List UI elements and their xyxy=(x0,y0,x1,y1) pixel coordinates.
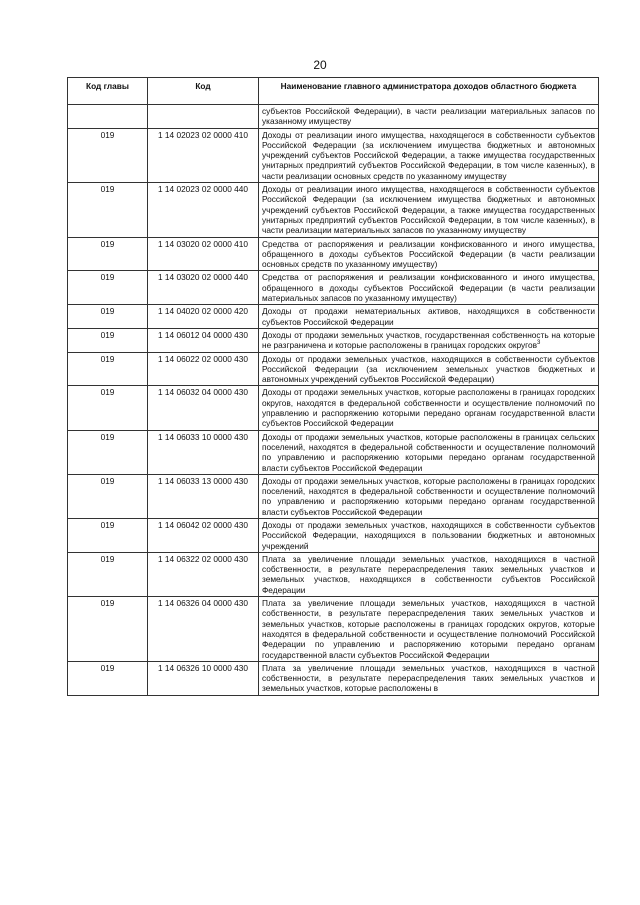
footnote-marker: 3 xyxy=(537,340,541,347)
table-row xyxy=(68,386,599,430)
code-cell: 1 14 06012 04 0000 430 xyxy=(148,328,259,352)
name-text: Плата за увеличение площади земельных участков, находящихся в частной собственности, в результате перераспределения таких земельных участков и земельных участков, которые расположены в xyxy=(262,662,595,694)
continuation-glava-cell xyxy=(68,105,148,129)
code-cell: 1 14 06042 02 0000 430 xyxy=(148,518,259,552)
name-cell xyxy=(259,474,599,518)
code-cell: 1 14 06326 04 0000 430 xyxy=(148,597,259,662)
name-cell xyxy=(259,128,599,182)
table-row xyxy=(68,661,599,695)
table-row xyxy=(68,271,599,305)
code-cell: 1 14 02023 02 0000 410 xyxy=(148,128,259,182)
code-glavy-cell: 019 xyxy=(68,237,148,271)
table-row xyxy=(68,474,599,518)
table-row xyxy=(68,305,599,329)
name-text: Плата за увеличение площади земельных участков, находящихся в частной собственности, в результате перераспределения таких земельных участков и земельных участков, которые расположены в границах городских округов, которые находятся в федеральной собственности и осуществление полномочий Российской Федерации по управлению и распоряжению которыми передано органам государственной власти субъектов Российской Федерации xyxy=(262,598,595,660)
table-row xyxy=(68,518,599,552)
code-glavy-cell: 019 xyxy=(68,661,148,695)
name-cell xyxy=(259,597,599,662)
name-text: Доходы от реализации иного имущества, находящегося в собственности субъектов Российской Федерации (за исключением имущества бюджетных и автономных учреждений субъектов Российской Федерации, а также имущества государственных унитарных предприятий субъектов Российской Федерации, в том числе казенных), в части реализации материальных запасов по указанному имуществу xyxy=(262,184,595,236)
table-row xyxy=(68,552,599,596)
name-text: Средства от распоряжения и реализации конфискованного и иного имущества, обращенного в доходы субъектов Российской Федерации (в части реализации материальных запасов по указанному имуществу) xyxy=(262,272,595,304)
header-code: Код xyxy=(148,78,259,105)
code-glavy-cell: 019 xyxy=(68,183,148,237)
name-text: Плата за увеличение площади земельных участков, находящихся в частной собственности, в результате перераспределения таких земельных участков и земельных участков, находящихся в собственности субъектов Российской Федерации xyxy=(262,553,595,595)
name-text: Доходы от продажи земельных участков, государственная собственность на которые не разграничена и которые расположены в границах городских округов xyxy=(262,329,595,351)
table-header-row xyxy=(68,78,599,105)
name-text: Средства от распоряжения и реализации конфискованного и иного имущества, обращенного в доходы субъектов Российской Федерации (в части реализации основных средств по указанному имуществу) xyxy=(262,238,595,270)
code-cell: 1 14 06326 10 0000 430 xyxy=(148,661,259,695)
code-glavy-cell: 019 xyxy=(68,430,148,474)
revenue-administrators-table xyxy=(67,77,599,696)
name-text: Доходы от продажи земельных участков, которые расположены в границах городских округов, находятся в федеральной собственности и осуществление полномочий по управлению и распоряжению которыми передано органам государственной власти субъектов Российской Федерации xyxy=(262,387,595,429)
code-cell: 1 14 06322 02 0000 430 xyxy=(148,552,259,596)
continuation-name-cell: субъектов Российской Федерации), в части реализации материальных запасов по указанному имуществу xyxy=(259,105,599,129)
code-glavy-cell: 019 xyxy=(68,305,148,329)
code-cell: 1 14 02023 02 0000 440 xyxy=(148,183,259,237)
name-text: Доходы от продажи земельных участков, находящихся в собственности субъектов Российской Федерации (за исключением земельных участков бюджетных и автономных учреждений субъектов Российской Федерации) xyxy=(262,353,595,385)
code-cell: 1 14 06033 13 0000 430 xyxy=(148,474,259,518)
code-glavy-cell: 019 xyxy=(68,271,148,305)
table-row xyxy=(68,183,599,237)
name-text: Доходы от продажи земельных участков, которые расположены в границах сельских поселений, находятся в федеральной собственности и осуществление полномочий по управлению и распоряжению которыми передано органам государственной власти субъектов Российской Федерации xyxy=(262,431,595,473)
name-text: Доходы от реализации иного имущества, находящегося в собственности субъектов Российской Федерации (за исключением имущества бюджетных и автономных учреждений субъектов Российской Федерации, а также имущества государственных унитарных предприятий субъектов Российской Федерации, в том числе казенных), в части реализации основных средств по указанному имуществу xyxy=(262,129,595,181)
name-cell xyxy=(259,328,599,352)
code-cell: 1 14 04020 02 0000 420 xyxy=(148,305,259,329)
code-cell: 1 14 06033 10 0000 430 xyxy=(148,430,259,474)
name-cell xyxy=(259,352,599,386)
name-cell xyxy=(259,552,599,596)
name-text: Доходы от продажи нематериальных активов, находящихся в собственности субъектов Российской Федерации xyxy=(262,306,595,327)
name-cell xyxy=(259,518,599,552)
continuation-row xyxy=(68,105,599,129)
code-glavy-cell: 019 xyxy=(68,128,148,182)
table-row xyxy=(68,352,599,386)
header-code-glavy: Код главы xyxy=(68,78,148,105)
name-cell xyxy=(259,237,599,271)
table-row xyxy=(68,237,599,271)
table-row xyxy=(68,597,599,662)
name-cell xyxy=(259,661,599,695)
code-cell: 1 14 06032 04 0000 430 xyxy=(148,386,259,430)
table-row xyxy=(68,430,599,474)
code-glavy-cell: 019 xyxy=(68,597,148,662)
code-glavy-cell: 019 xyxy=(68,352,148,386)
code-cell: 1 14 06022 02 0000 430 xyxy=(148,352,259,386)
name-cell xyxy=(259,271,599,305)
code-glavy-cell: 019 xyxy=(68,474,148,518)
table-row xyxy=(68,328,599,352)
continuation-code-cell xyxy=(148,105,259,129)
code-cell: 1 14 03020 02 0000 440 xyxy=(148,271,259,305)
table-row xyxy=(68,128,599,182)
code-glavy-cell: 019 xyxy=(68,518,148,552)
code-cell: 1 14 03020 02 0000 410 xyxy=(148,237,259,271)
name-text: Доходы от продажи земельных участков, которые расположены в границах городских поселений, находятся в федеральной собственности и осуществление полномочий по управлению и распоряжению которыми передано органам государственной власти субъектов Российской Федерации xyxy=(262,475,595,517)
name-cell xyxy=(259,386,599,430)
name-cell xyxy=(259,430,599,474)
page-number: 20 xyxy=(313,58,327,72)
name-cell xyxy=(259,183,599,237)
name-cell xyxy=(259,305,599,329)
code-glavy-cell: 019 xyxy=(68,386,148,430)
header-name: Наименование главного администратора доходов областного бюджета xyxy=(259,78,599,105)
code-glavy-cell: 019 xyxy=(68,328,148,352)
code-glavy-cell: 019 xyxy=(68,552,148,596)
name-text: Доходы от продажи земельных участков, находящихся в собственности субъектов Российской Федерации, находящихся в пользовании бюджетных и автономных учреждений xyxy=(262,519,595,551)
